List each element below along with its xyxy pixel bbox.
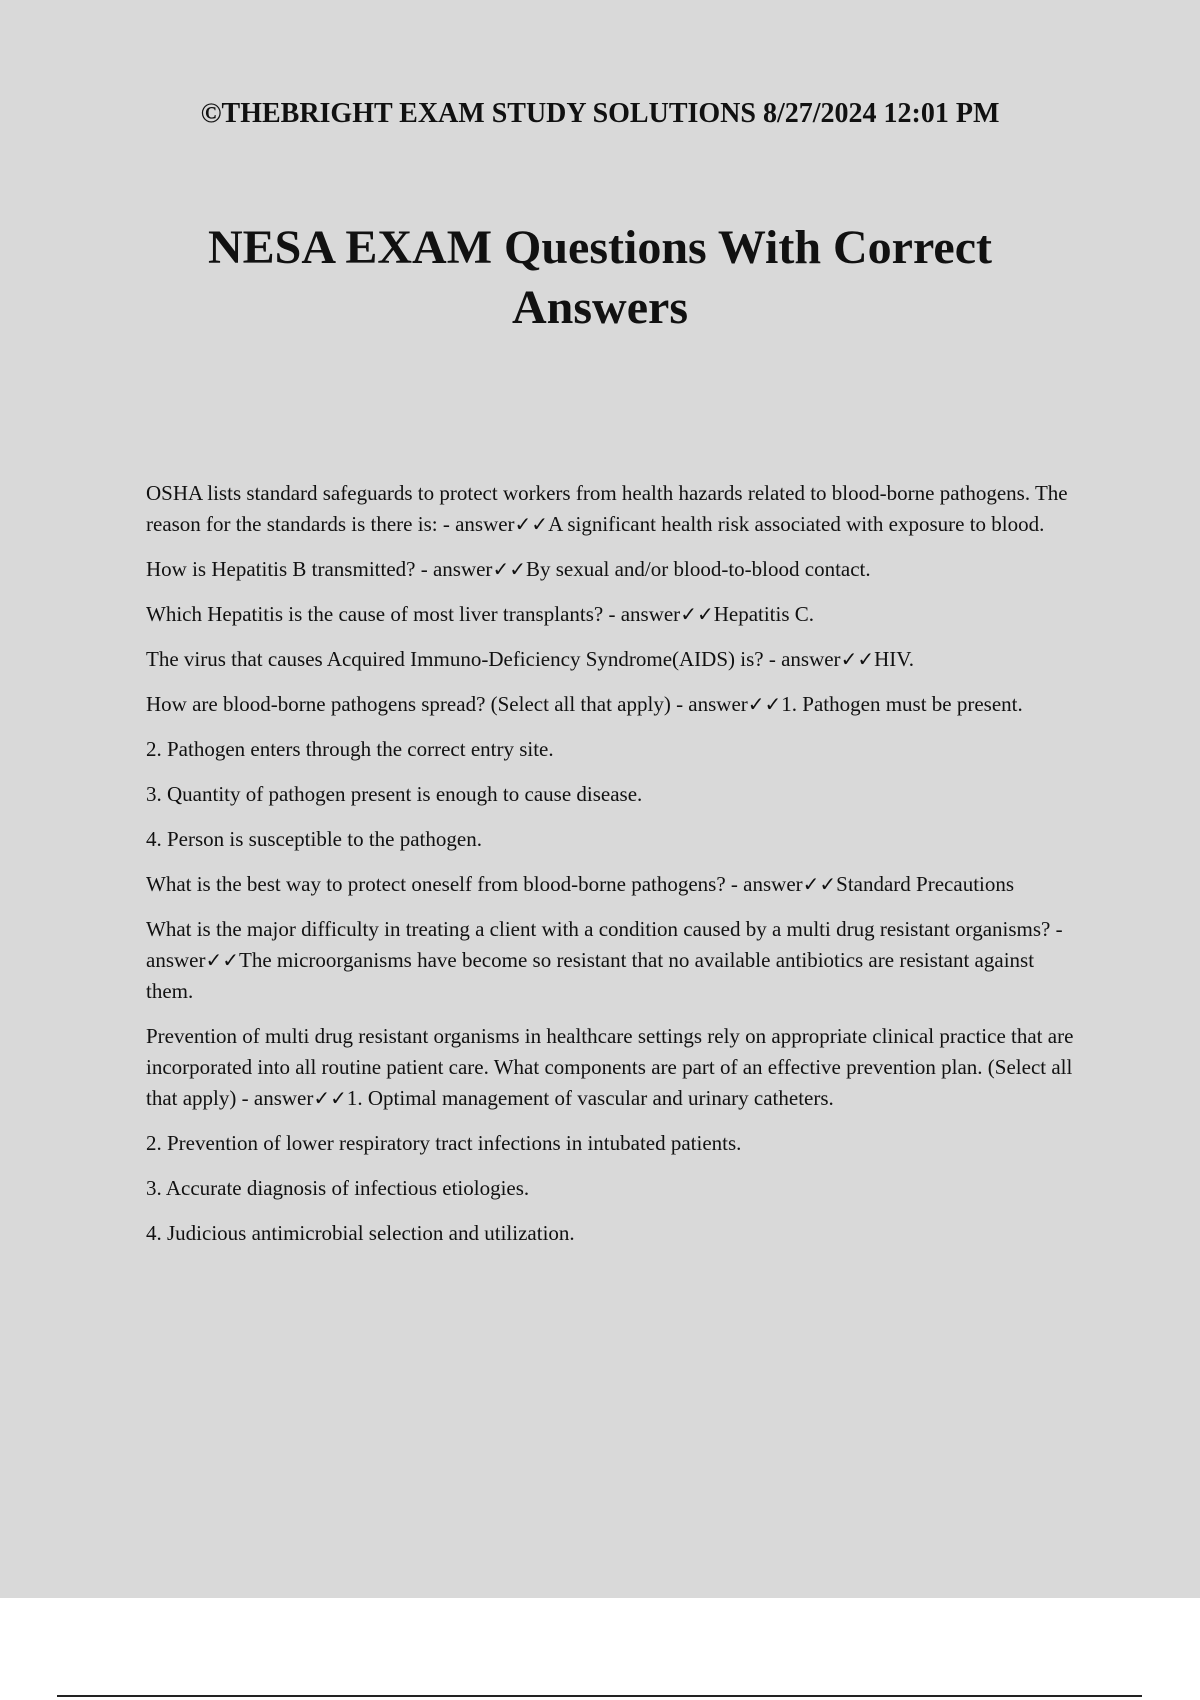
list-item-text: 2. Pathogen enters through the correct entry site. [146,737,554,761]
answer-text: 1. Optimal management of vascular and urinary catheters. [346,1086,834,1110]
question-text: Which Hepatitis is the cause of most liver transplants? - answer [146,602,681,626]
qa-paragraph [146,478,1086,540]
qa-paragraph [146,779,1086,810]
answer-text: By sexual and/or blood-to-blood contact. [525,557,871,581]
qa-paragraph [146,644,1086,675]
question-text: How is Hepatitis B transmitted? - answer [146,557,493,581]
qa-content [146,478,1086,1263]
qa-paragraph [146,1173,1086,1204]
qa-paragraph [146,1021,1086,1114]
qa-paragraph [146,734,1086,765]
list-item-text: 4. Person is susceptible to the pathogen. [146,827,482,851]
answer-text: HIV. [874,647,914,671]
qa-paragraph [146,599,1086,630]
question-text: What is the best way to protect oneself from blood-borne pathogens? - answer [146,872,803,896]
qa-paragraph [146,1128,1086,1159]
qa-paragraph [146,824,1086,855]
checkmark-icon: ✓✓ [514,512,549,536]
list-item-text: 3. Quantity of pathogen present is enough to cause disease. [146,782,643,806]
list-item-text: 3. Accurate diagnosis of infectious etiologies. [146,1176,530,1200]
qa-paragraph [146,914,1086,1007]
checkmark-icon: ✓✓ [802,872,837,896]
question-text: OSHA lists standard safeguards to protect workers from health hazards related to blood-borne pathogens. The reason for the standards is there is: - answer [146,481,1068,536]
answer-text: A significant health risk associated with exposure to blood. [548,512,1045,536]
qa-paragraph [146,1218,1086,1249]
qa-paragraph [146,869,1086,900]
checkmark-icon: ✓✓ [680,602,714,626]
qa-paragraph [146,689,1086,720]
answer-text: Hepatitis C. [713,602,815,626]
list-item-text: 2. Prevention of lower respiratory tract infections in intubated patients. [146,1131,742,1155]
question-text: What is the major difficulty in treating a client with a condition caused by a multi drug resistant organisms? - answer [146,917,1063,972]
answer-text: The microorganisms have become so resistant that no available antibiotics are resistant against them. [146,948,1035,1003]
qa-paragraph [146,554,1086,585]
document-title: NESA EXAM Questions With Correct Answers [207,221,993,334]
checkmark-icon: ✓✓ [492,557,526,581]
question-text: The virus that causes Acquired Immuno-Deficiency Syndrome(AIDS) is? - answer [146,647,841,671]
answer-text: Standard Precautions [836,872,1015,896]
checkmark-icon: ✓✓ [205,948,239,972]
answer-text: 1. Pathogen must be present. [781,692,1023,716]
footer-divider [57,1695,1142,1697]
checkmark-icon: ✓✓ [747,692,782,716]
checkmark-icon: ✓✓ [840,647,875,671]
question-text: Prevention of multi drug resistant organisms in healthcare settings rely on appropriate clinical practice that are incorporated into all routine patient care. What components are part of an effective prevention plan. (Select all that apply) - answer [146,1024,1074,1110]
question-text: How are blood-borne pathogens spread? (Select all that apply) - answer [146,692,748,716]
checkmark-icon: ✓✓ [313,1086,347,1110]
header-watermark: ©THEBRIGHT EXAM STUDY SOLUTIONS 8/27/2024 12:01 PM [200,98,1000,129]
list-item-text: 4. Judicious antimicrobial selection and utilization. [146,1221,575,1245]
